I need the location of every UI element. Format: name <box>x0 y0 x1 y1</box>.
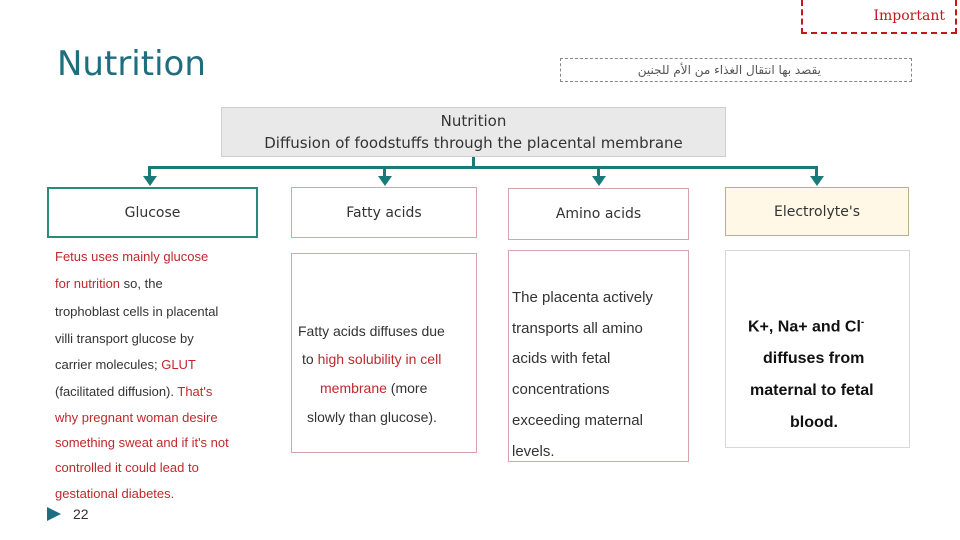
branch-electrolytes <box>725 187 909 236</box>
glucose-line-2a: for nutrition <box>55 276 121 291</box>
fatty-line-1: Fatty acids diffuses due <box>298 323 445 339</box>
arrowhead-glucose <box>143 176 157 186</box>
electrolyte-line-1 <box>748 317 864 336</box>
amino-line-5: exceeding maternal <box>512 412 643 429</box>
glucose-line-6a: (facilitated diffusion). <box>55 384 178 399</box>
fatty-line-4: slowly than glucose). <box>307 409 437 425</box>
amino-line-6: levels. <box>512 443 555 460</box>
branch-fatty-label: Fatty acids <box>346 204 422 221</box>
page-number: 22 <box>73 506 89 522</box>
glucose-line-5 <box>55 357 196 372</box>
fatty-line-2b: high solubility in cell <box>317 351 442 367</box>
electrolyte-line-3: maternal to fetal <box>750 382 874 399</box>
arrowhead-amino <box>592 176 606 186</box>
electrolyte-line-4: blood. <box>790 414 838 431</box>
glucose-line-5a: carrier molecules; <box>55 357 162 372</box>
glucose-line-6 <box>55 384 212 399</box>
glucose-line-3: trophoblast cells in placental <box>55 304 219 319</box>
electrolyte-line-2: diffuses from <box>763 350 865 367</box>
arrowhead-electrolytes <box>810 176 824 186</box>
branch-glucose-label: Glucose <box>124 204 181 221</box>
amino-line-1: The placenta actively <box>512 289 653 306</box>
amino-line-2: transports all amino <box>512 320 643 337</box>
connector-arrowheads <box>0 0 960 200</box>
important-badge: Important <box>801 0 957 34</box>
glucose-line-7: why pregnant woman desire <box>55 410 218 425</box>
glucose-line-8: something sweat and if it's not <box>55 435 229 450</box>
slide-title: Nutrition <box>57 44 206 84</box>
fatty-line-3b: (more <box>386 380 428 396</box>
root-subtitle: Diffusion of foodstuffs through the placental membrane <box>264 134 683 152</box>
arabic-note: يقصد بها انتقال الغذاء من الأم للجنين <box>560 58 912 82</box>
branch-amino-acids <box>508 188 689 240</box>
glucose-line-4: villi transport glucose by <box>55 331 194 346</box>
arrowhead-fatty <box>378 176 392 186</box>
glucose-line-1: Fetus uses mainly glucose <box>55 249 209 264</box>
glucose-line-2 <box>55 276 163 291</box>
fatty-line-3 <box>320 380 427 396</box>
bullet-arrow-icon <box>47 507 61 521</box>
glucose-line-9: controlled it could lead to <box>55 460 199 475</box>
fatty-line-2 <box>302 351 441 367</box>
branch-electrolytes-label: Electrolyte's <box>774 203 860 220</box>
branch-amino-label: Amino acids <box>555 206 642 222</box>
glucose-line-10: gestational diabetes. <box>55 486 175 501</box>
fatty-line-2a: to <box>302 351 318 367</box>
root-title: Nutrition <box>440 112 507 130</box>
electrolyte-line-1-sup: - <box>860 317 865 328</box>
glucose-line-2b: so, the <box>120 276 163 291</box>
electrolyte-line-1-main: K+, Na+ and Cl <box>748 318 861 336</box>
amino-line-4: concentrations <box>512 381 610 398</box>
branch-glucose <box>47 187 258 238</box>
glucose-line-6b: That's <box>177 384 213 399</box>
fatty-line-3a: membrane <box>320 380 387 396</box>
glucose-line-5b: GLUT <box>161 357 196 372</box>
amino-line-3: acids with fetal <box>512 350 611 367</box>
branch-fatty-acids <box>291 187 477 238</box>
